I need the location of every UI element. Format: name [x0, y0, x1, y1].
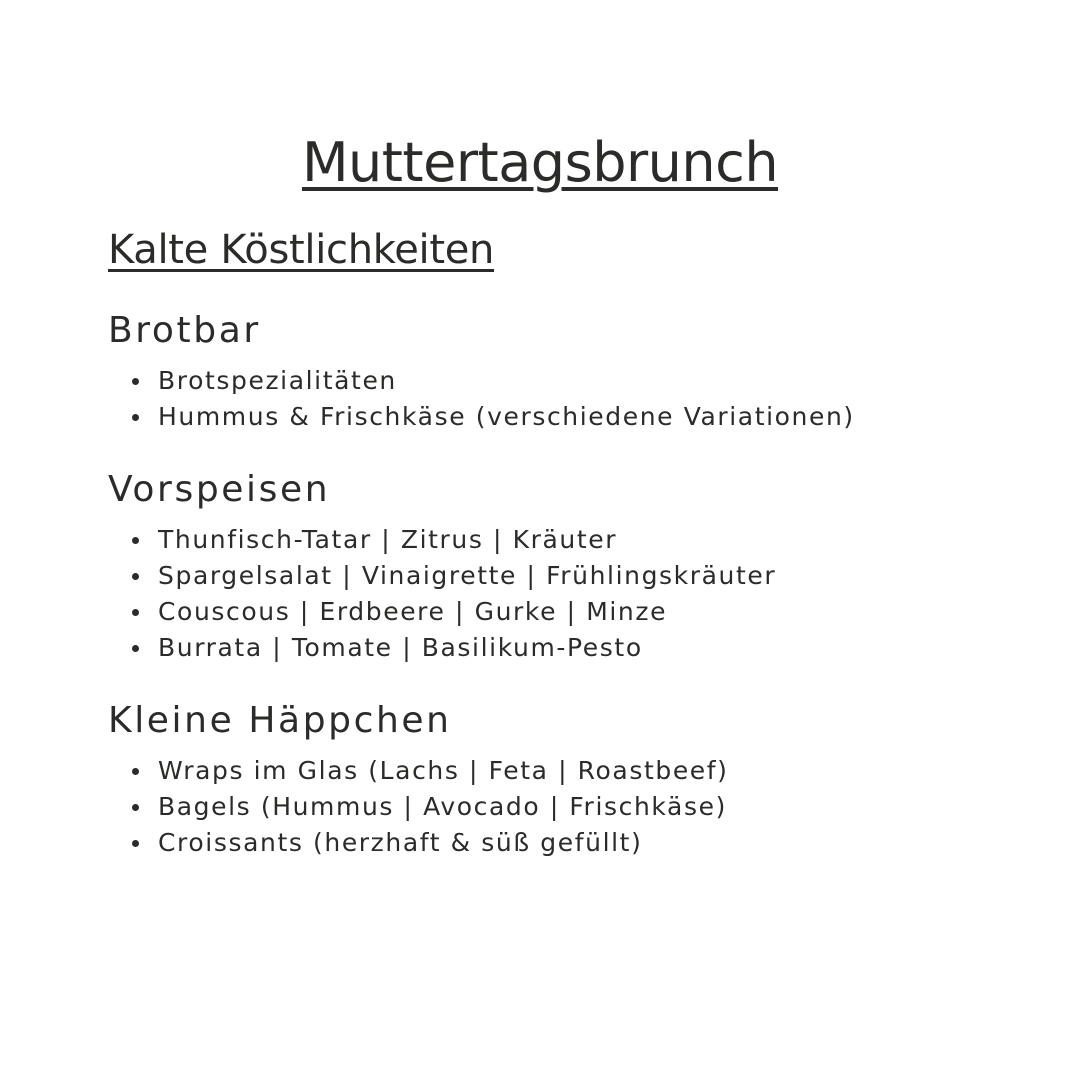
- list-item: [108, 558, 1008, 594]
- item-text: Burrata | Tomate | Basilikum-Pesto: [158, 633, 643, 662]
- group-title: Kleine Häppchen: [108, 700, 452, 741]
- list-item: [108, 399, 1008, 435]
- section-title: Kalte Köstlichkeiten: [108, 227, 495, 273]
- list-item: [108, 363, 1008, 399]
- list-item: [108, 522, 1008, 558]
- bullet-icon: [132, 537, 139, 544]
- bullet-icon: [132, 768, 139, 775]
- group-kleine-haeppchen: [108, 699, 1008, 861]
- item-text: Croissants (herzhaft & süß gefüllt): [158, 828, 643, 857]
- item-text: Hummus & Frischkäse (verschiedene Variationen): [158, 402, 855, 431]
- item-text: Thunfisch-Tatar | Zitrus | Kräuter: [158, 525, 618, 554]
- bullet-icon: [132, 840, 139, 847]
- item-text: Bagels (Hummus | Avocado | Frischkäse): [158, 792, 727, 821]
- list-item: [108, 753, 1008, 789]
- group-title: Vorspeisen: [108, 469, 331, 510]
- item-list: [108, 753, 1008, 861]
- group-title: Brotbar: [108, 310, 261, 351]
- bullet-icon: [132, 378, 139, 385]
- bullet-icon: [132, 645, 139, 652]
- list-item: [108, 630, 1008, 666]
- item-list: [108, 522, 1008, 666]
- bullet-icon: [132, 573, 139, 580]
- bullet-icon: [132, 609, 139, 616]
- item-text: Couscous | Erdbeere | Gurke | Minze: [158, 597, 668, 626]
- item-text: Spargelsalat | Vinaigrette | Frühlingskräuter: [158, 561, 777, 590]
- list-item: [108, 789, 1008, 825]
- item-text: Brotspezialitäten: [158, 366, 397, 395]
- group-vorspeisen: [108, 468, 1008, 666]
- bullet-icon: [132, 804, 139, 811]
- item-list: [108, 363, 1008, 435]
- item-text: Wraps im Glas (Lachs | Feta | Roastbeef): [158, 756, 729, 785]
- list-item: [108, 594, 1008, 630]
- list-item: [108, 825, 1008, 861]
- bullet-icon: [132, 414, 139, 421]
- group-brotbar: [108, 309, 1008, 435]
- page-title: Muttertagsbrunch: [301, 131, 779, 194]
